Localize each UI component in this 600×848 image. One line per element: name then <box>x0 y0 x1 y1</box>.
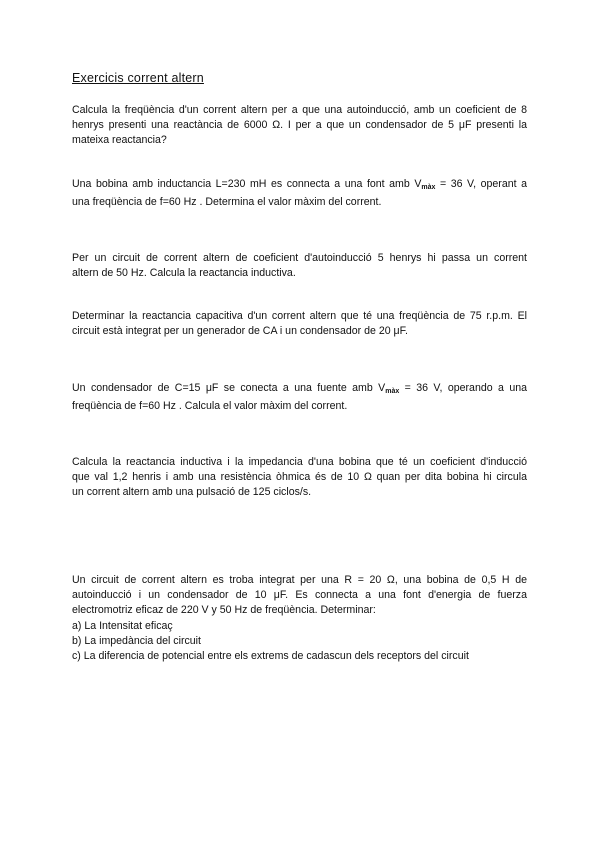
exercise-3 <box>72 251 527 281</box>
exercise-2-text: Una bobina amb inductancia L=230 mH es connecta a una font amb V <box>72 178 422 190</box>
exercise-4 <box>72 309 527 339</box>
exercise-3-line-2: altern de 50 Hz. Calcula la reactancia inductiva. <box>72 267 296 280</box>
page-title: Exercicis corrent altern <box>72 71 204 85</box>
exercise-1-line-3: mateixa reactancia? <box>72 134 167 147</box>
exercise-6 <box>72 455 527 501</box>
vmax-subscript: màx <box>385 388 400 395</box>
exercise-6-line-1: Calcula la reactancia inductiva i la impedancia d'una bobina que té un coeficient d'inducció <box>72 456 527 468</box>
exercise-5 <box>72 381 527 414</box>
exercise-5-text-post: = 36 V, operando a una <box>399 382 528 394</box>
exercise-5-line-1 <box>72 381 527 399</box>
exercise-7-line-3: electromotriz eficaz de 220 V y 50 Hz de freqüència. Determinar: <box>72 604 376 617</box>
exercise-7 <box>72 573 527 664</box>
exercise-5-line-2: freqüència de f=60 Hz . Calcula el valor màxim del corrent. <box>72 400 348 413</box>
exercise-5-text: Un condensador de C=15 μF se conecta a una fuente amb V <box>72 382 386 394</box>
exercise-6-line-3: un corrent altern amb una pulsació de 125 ciclos/s. <box>72 486 312 499</box>
exercise-3-line-1: Per un circuit de corrent altern de coeficient d'autoinducció 5 henrys hi passa un corrent <box>72 252 527 264</box>
exercise-7-line-1: Un circuit de corrent altern es troba integrat per una R = 20 Ω, una bobina de 0,5 H de <box>72 574 527 586</box>
exercise-1 <box>72 103 527 149</box>
exercise-1-line-1: Calcula la freqüència d'un corrent altern per a que una autoinducció, amb un coeficient de 8 <box>72 104 527 116</box>
exercise-1-line-2: henrys presenti una reactància de 6000 Ω. I per a que un condensador de 5 μF presenti la <box>72 119 527 132</box>
exercise-2-text-post: = 36 V, operant a <box>435 178 528 190</box>
exercise-4-line-1: Determinar la reactancia capacitiva d'un corrent altern que té una freqüència de 75 r.p.m. El <box>72 310 527 322</box>
exercise-7-item-a: a) La Intensitat eficaç <box>72 619 173 632</box>
exercise-6-line-2: que val 1,2 henris i amb una resistència òhmica és de 10 Ω quan per dita bobina hi circula <box>72 471 527 484</box>
exercise-2-line-2: una freqüència de f=60 Hz . Determina el valor màxim del corrent. <box>72 196 382 209</box>
exercise-2-line-1 <box>72 177 527 195</box>
exercise-7-item-b: b) La impedància del circuit <box>72 634 201 647</box>
exercise-7-item-c: c) La diferencia de potencial entre els extrems de cadascun dels receptors del circuit <box>72 650 469 663</box>
exercise-7-line-2: autoinducció i un condensador de 10 μF. Es connecta a una font d'energia de fuerza <box>72 589 527 602</box>
vmax-subscript: màx <box>421 184 436 191</box>
exercise-2 <box>72 177 527 210</box>
exercise-4-line-2: circuit està integrat per un generador de CA i un condensador de 20 μF. <box>72 325 408 338</box>
